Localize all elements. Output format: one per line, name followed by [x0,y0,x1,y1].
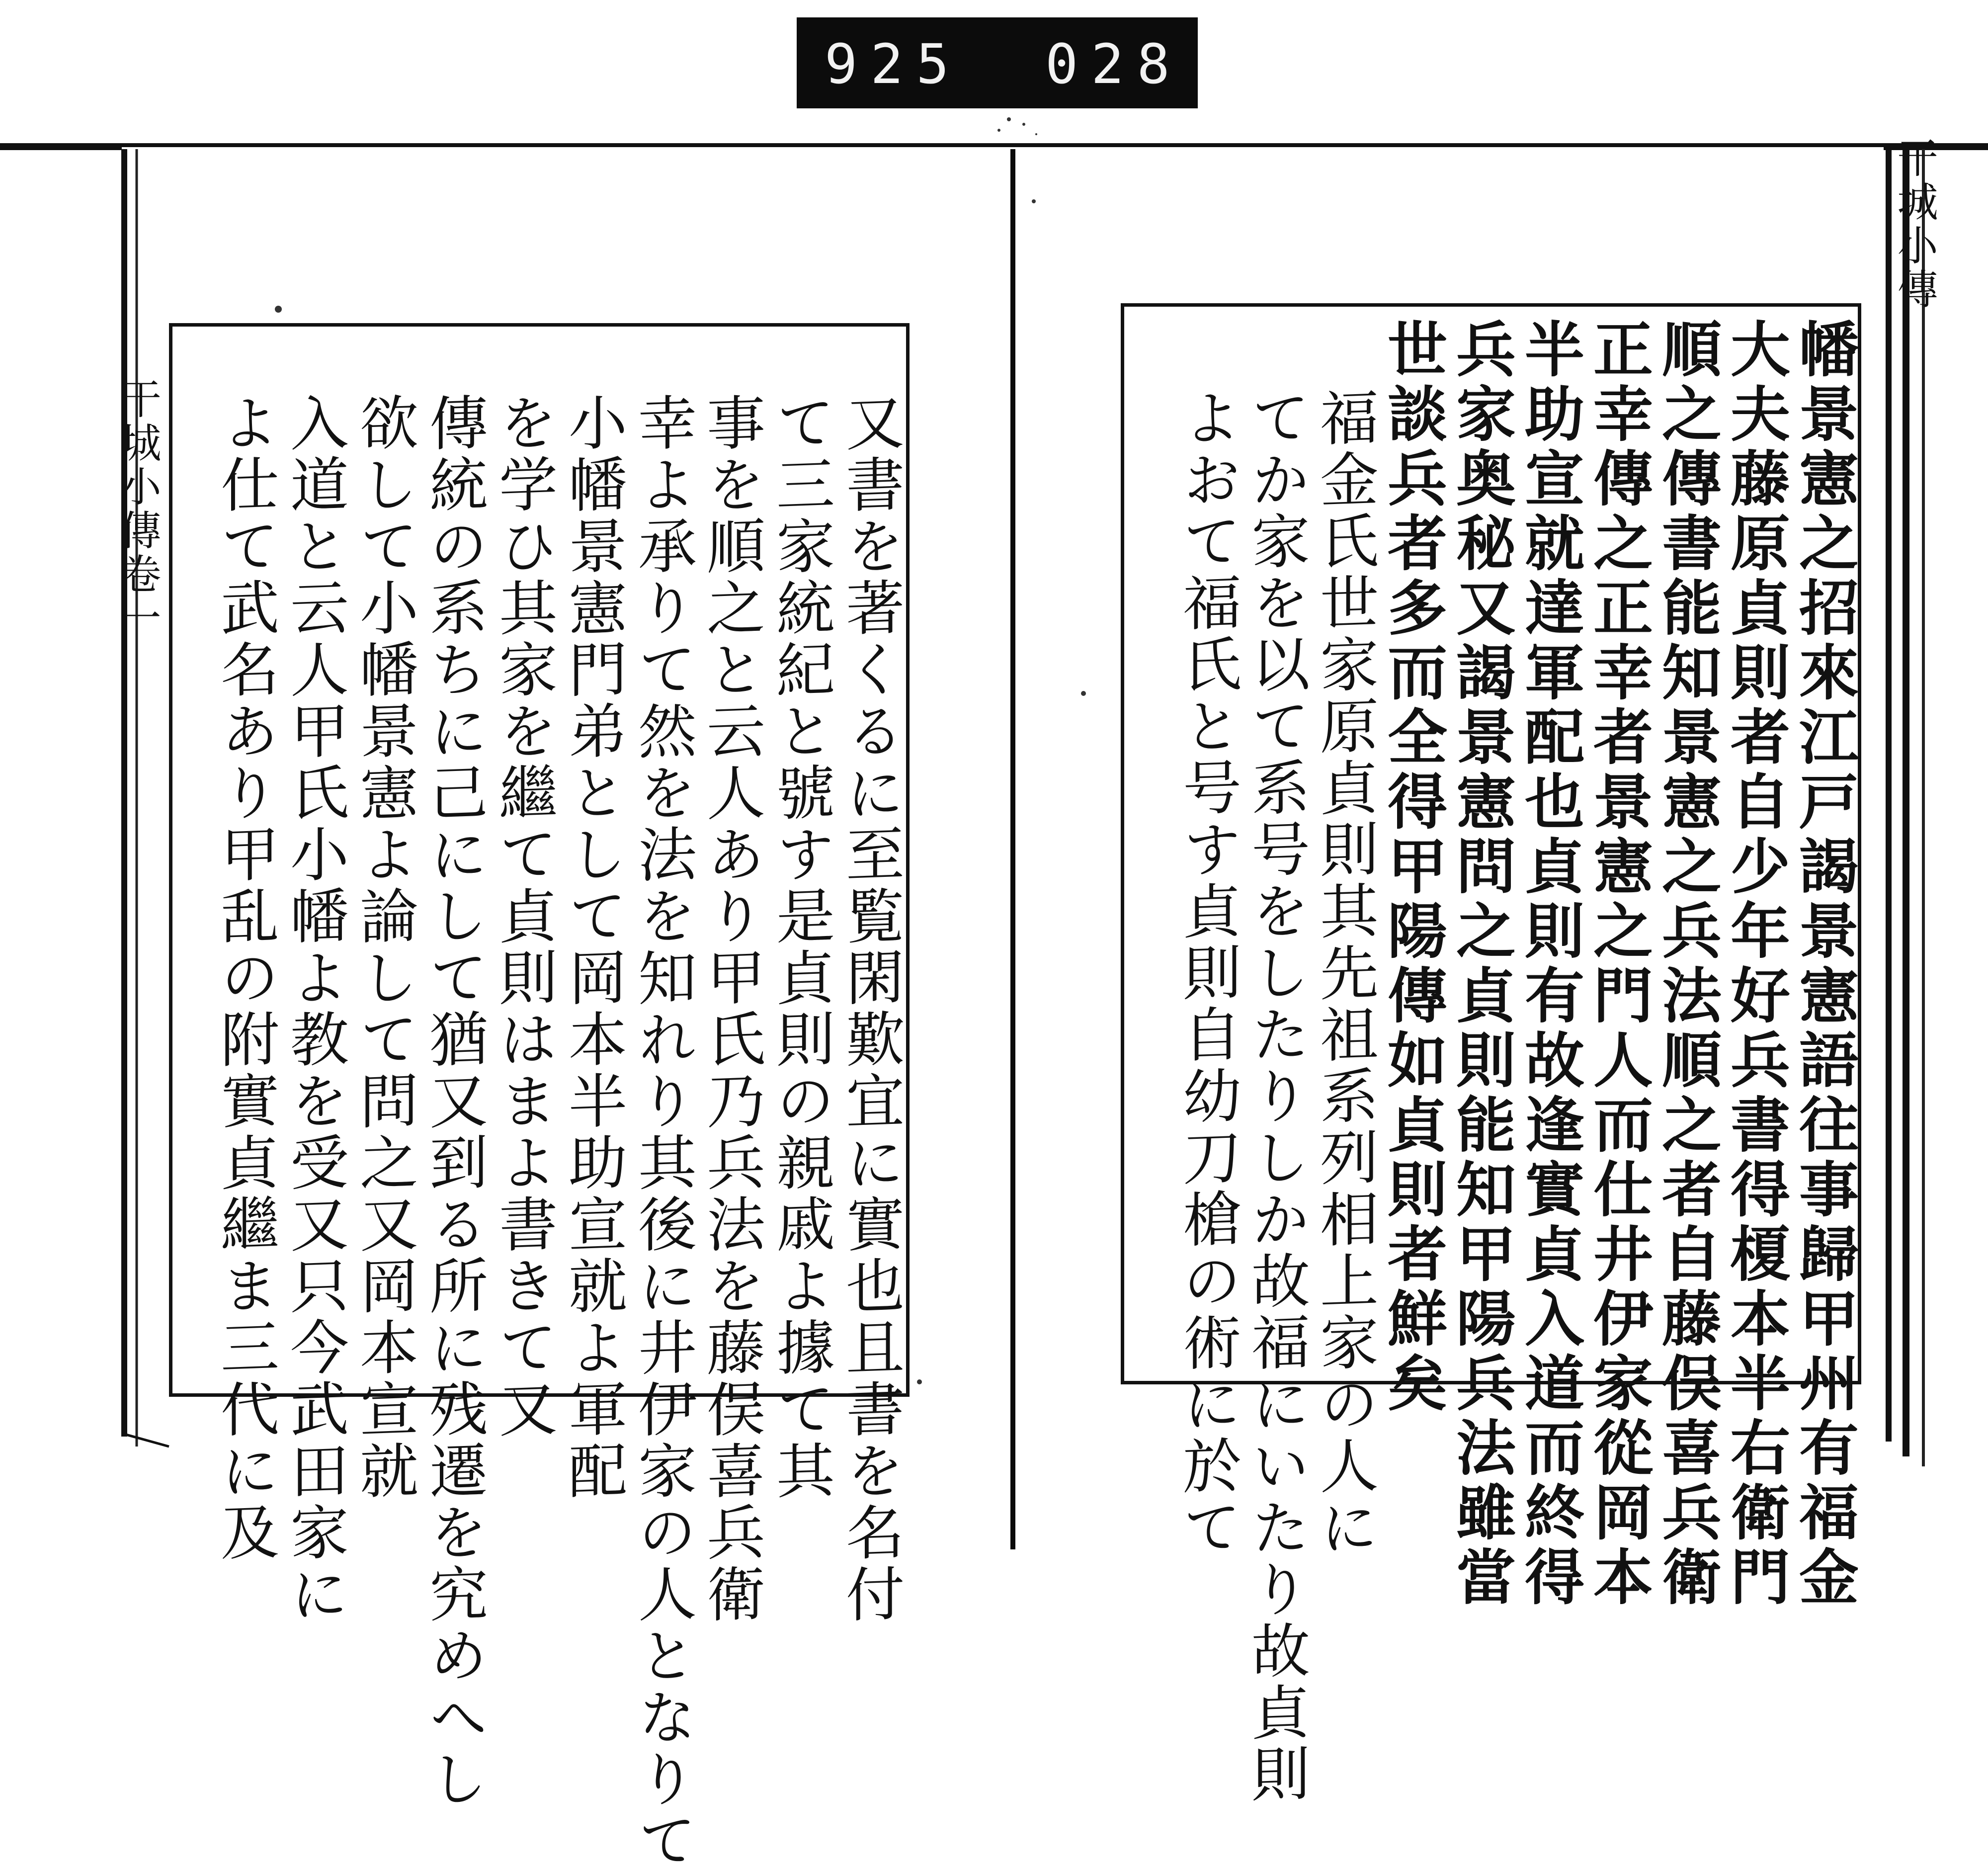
right-column-1: 幡景憲之招來江戸謁景憲語往事歸甲州有福金 [1789,318,1859,1611]
left-column-4: 幸よ承りて然を法を知れり其後に井伊家の人となりて [628,391,697,1873]
right-column-2: 大夫藤原貞則者自少年好兵書得榎本半右衛門 [1721,318,1791,1611]
right-column-4: 正幸傳之正幸者景憲之門人而仕井伊家從岡本 [1583,318,1654,1611]
left-margin-title: 干城小傳卷一 [114,378,161,640]
left-column-1: 又書を著くるに至覧閑歎宜に實也且書を名付 [836,391,905,1627]
left-column-3: 事を順之と云人あり甲氏乃兵法を藤俣喜兵衛 [697,391,765,1627]
left-column-8: 欲して小幡景憲よ論して問之又岡本宣就 [350,391,418,1504]
left-column-10: よ仕て武名あり甲乱の附實貞繼ま三代に及 [211,391,279,1565]
left-column-6: を学ひ其家を繼て貞則はまよ書きて又 [489,391,558,1442]
left-column-2: て三家統紀と號す是貞則の親戚よ據て其 [766,391,835,1504]
left-column-7: 傳統の系ちに己にして猶又到る所に残遷を究めへし [419,391,488,1812]
archive-volume-number: 925 [825,32,962,96]
right-column-10: よおて福氏と号す貞則自幼刀槍の術に於て [1173,386,1242,1560]
right-column-3: 順之傳書能知景憲之兵法順之者自藤俣喜兵衛 [1652,318,1722,1611]
left-column-9: 入道と云人甲氏小幡よ教を受又只今武田家に [280,391,349,1627]
right-column-8: 福金氏世家原貞則其先祖系列相上家の人に [1310,386,1379,1560]
right-column-6: 兵家奥秘又謁景憲問之貞則能知甲陽兵法雖當 [1446,318,1516,1611]
right-column-7: 世談兵者多而全得甲陽傳如貞則者鮮矣 [1378,318,1448,1417]
right-column-5: 半助宣就達軍配也貞則有故逢實貞入道而終得 [1515,318,1585,1611]
archive-label [797,17,1198,108]
right-margin-title: 干城小傳 [1891,137,1938,312]
archive-page-number: 028 [1045,32,1183,96]
left-column-5: 小幡景憲門弟として岡本半助宣就よ軍配 [559,391,627,1504]
right-column-9: てか家を以て系号をしたりしか故福にいたり故貞則 [1242,386,1310,1807]
